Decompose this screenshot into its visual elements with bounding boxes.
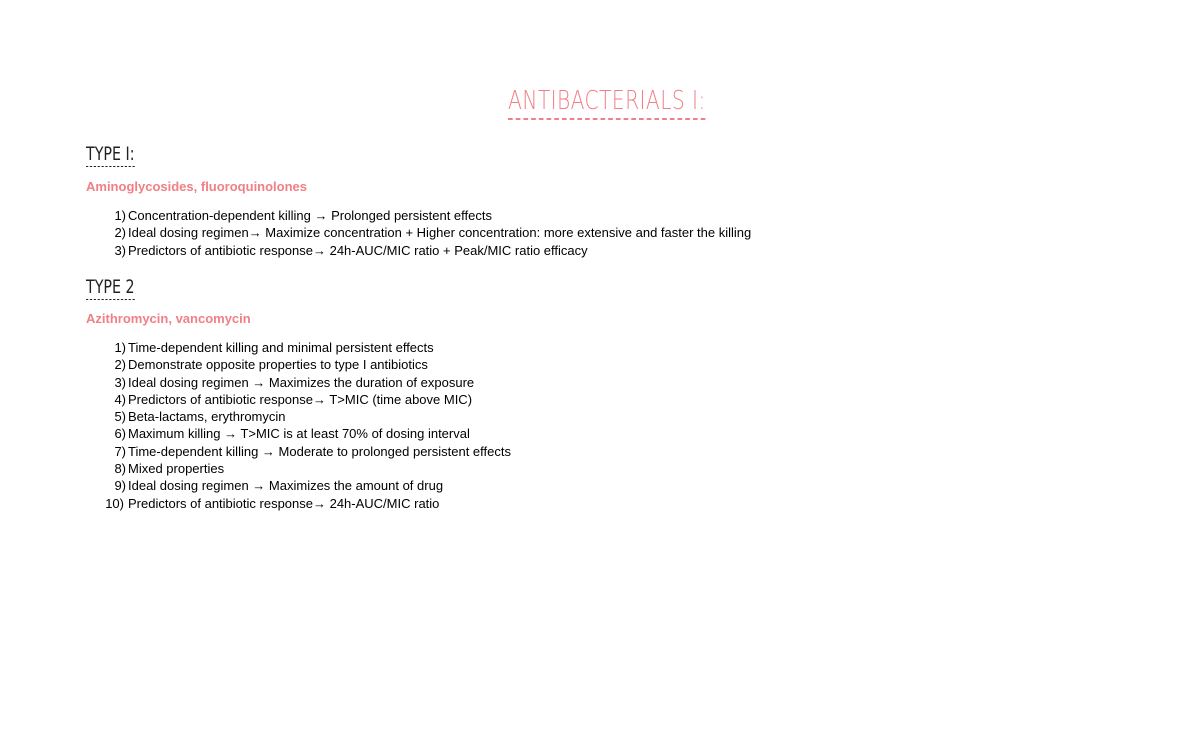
type1-list (104, 207, 751, 259)
list-text: Mixed properties (128, 461, 225, 477)
list-number: 9) (114, 478, 126, 494)
list-item (104, 408, 511, 425)
list-text: Ideal dosing regimen→ Maximize concentration + Higher concentration: more extensive and faster the killing (128, 225, 752, 241)
list-number: 3) (114, 374, 126, 390)
list-text: Time-dependent killing and minimal persistent effects (128, 340, 434, 355)
list-item (104, 391, 511, 408)
list-number: 6) (114, 426, 126, 442)
list-item (104, 460, 511, 477)
list-text: Concentration-dependent killing → Prolonged persistent effects (128, 208, 492, 223)
list-number: 4) (114, 391, 126, 407)
list-text: Beta-lactams, erythromycin (128, 409, 286, 425)
list-number: 3) (114, 242, 126, 258)
list-number: 10) (105, 495, 124, 511)
list-item (104, 477, 511, 494)
list-text: Maximum killing → T>MIC is at least 70% of dosing interval (128, 426, 470, 442)
list-number: 8) (114, 461, 126, 477)
list-number: 1) (114, 208, 126, 223)
list-text: Predictors of antibiotic response→ 24h-AUC/MIC ratio + Peak/MIC ratio efficacy (128, 242, 588, 258)
type2-drug-classes: Azithromycin, vancomycin (86, 311, 251, 326)
list-text: Time-dependent killing → Moderate to prolonged persistent effects (128, 443, 511, 459)
list-number: 7) (114, 443, 126, 459)
type2-heading: TYPE 2 (86, 276, 135, 298)
list-item (104, 224, 751, 241)
list-number: 1) (114, 340, 126, 355)
list-item (104, 443, 511, 460)
list-text: Predictors of antibiotic response→ T>MIC (time above MIC) (128, 391, 473, 407)
list-number: 5) (114, 409, 126, 425)
list-item (104, 339, 511, 356)
type1-drug-classes: Aminoglycosides, fluoroquinolones (86, 179, 308, 194)
list-item (104, 242, 751, 259)
list-item (104, 356, 511, 373)
list-text: Ideal dosing regimen → Maximizes the amount of drug (128, 478, 444, 494)
list-item (104, 495, 511, 512)
type2-list (104, 339, 511, 512)
type1-heading: TYPE I: (86, 143, 135, 165)
list-text: Demonstrate opposite properties to type I antibiotics (128, 357, 428, 373)
list-item (104, 374, 511, 391)
list-number: 2) (114, 357, 126, 373)
list-text: Ideal dosing regimen → Maximizes the duration of exposure (128, 374, 475, 390)
list-item (104, 425, 511, 442)
list-text: Predictors of antibiotic response→ 24h-AUC/MIC ratio (128, 495, 440, 511)
list-item (104, 207, 751, 224)
page-title: ANTIBACTERIALS I: (508, 86, 706, 120)
list-number: 2) (114, 225, 126, 241)
